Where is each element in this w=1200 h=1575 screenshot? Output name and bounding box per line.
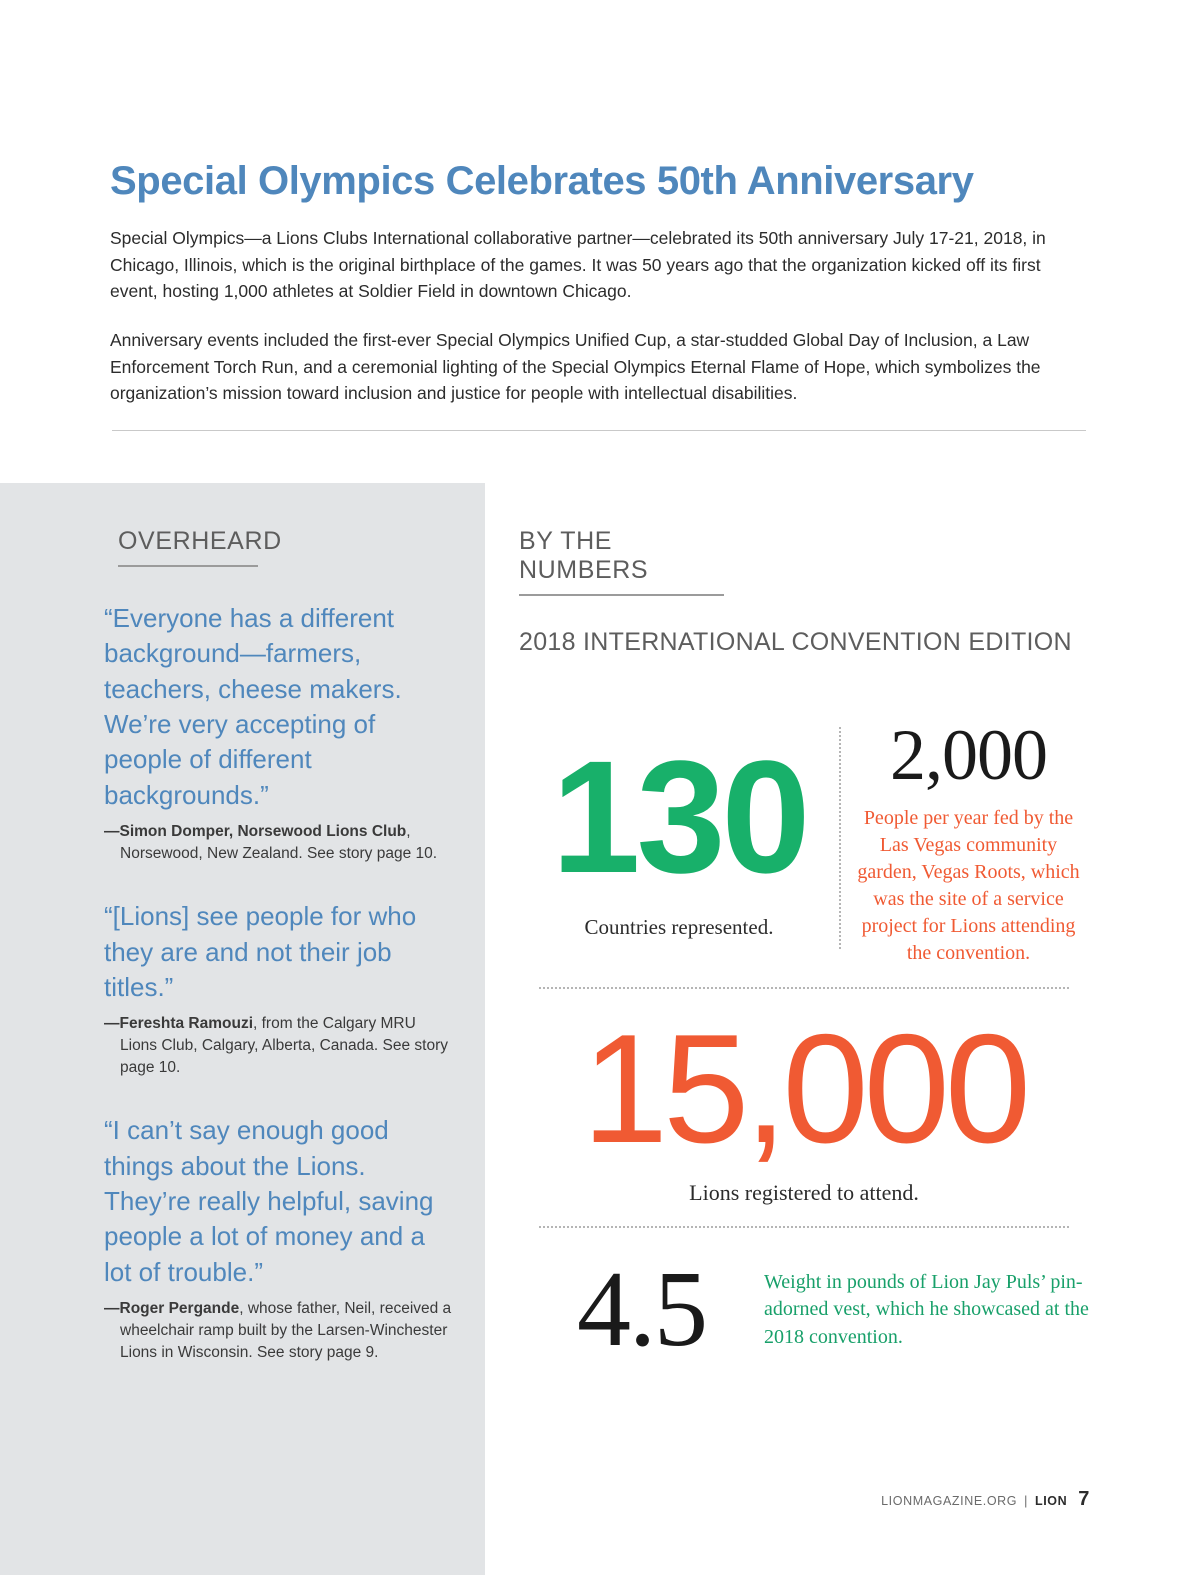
quote-attribution-rest: , from the Calgary MRU Lions Club, Calgary, Alberta, Canada. See story page 10. [120,1015,448,1077]
horizontal-divider [112,430,1086,431]
dotted-divider [539,1226,1069,1228]
quote-block [104,601,456,865]
page-number: 7 [1078,1488,1090,1510]
quote-attribution-rest: , Norsewood, New Zealand. See story page 10. [120,823,438,863]
stat-block-meals [842,715,1081,967]
footer-separator: | [1024,1494,1028,1508]
quote-block [104,1113,456,1364]
stat-caption: Countries represented. [584,915,774,939]
dotted-divider [539,987,1069,989]
quote-attribution-name: —Roger Pergande [104,1300,240,1318]
stat-block-registered [519,1002,1089,1206]
overheard-heading: OVERHEARD [118,527,258,567]
by-the-numbers-subheading: 2018 INTERNATIONAL CONVENTION EDITION [519,628,1072,656]
stat-caption: Weight in pounds of Lion Jay Puls’ pin-adorned vest, which he showcased at the 2018 convention. [764,1270,1089,1348]
quote-attribution-rest: , whose father, Neil, received a wheelchair ramp built by the Larsen-Winchester Lions in Wisconsin. See story page 9. [120,1300,452,1362]
quote-attribution-name: —Simon Domper, Norsewood Lions Club [104,823,407,841]
quote-list [104,601,456,1398]
stat-row [519,715,1089,967]
footer-site: LIONMAGAZINE.ORG [881,1494,1018,1508]
stat-value: 130 [551,727,807,906]
stat-block-vest-weight [519,1250,1089,1369]
stat-value: 15,000 [581,1002,1027,1175]
page-title: Special Olympics Celebrates 50th Anniversary [110,159,974,203]
stat-caption: Lions registered to attend. [689,1180,919,1205]
stat-value: 4.5 [577,1250,706,1369]
article-paragraph: Special Olympics—a Lions Clubs International collaborative partner—celebrated its 50th anniversary July 17-21, 2018, in Chicago, Illinois, which is the original birthplace of the games. It was 50 years ago that the organization kicked off its first event, hosting 1,000 athletes at Soldier Field in downtown Chicago. [110,228,1046,302]
stat-value: 2,000 [890,715,1047,795]
quote-attribution [104,1298,456,1364]
by-the-numbers-section [519,483,1089,1369]
stat-block-countries [519,719,839,940]
overheard-panel [0,483,485,1575]
article-section [110,160,1085,429]
footer-brand: LION [1035,1494,1068,1508]
quote-attribution-name: —Fereshta Ramouzi [104,1015,254,1033]
quote-attribution [104,1013,456,1079]
stat-caption: People per year fed by the Las Vegas community garden, Vegas Roots, which was the site of a service project for Lions attending the convention. [857,807,1080,964]
quote-text: “I can’t say enough good things about the Lions. They’re really helpful, saving people a lot of money and a lot of trouble.” [104,1115,434,1287]
quote-attribution [104,821,456,865]
quote-block [104,899,456,1079]
quote-text: “[Lions] see people for who they are and not their job titles.” [104,901,417,1002]
quote-text: “Everyone has a different background—farmers, teachers, cheese makers. We’re very accepting of people of different backgrounds.” [104,603,402,810]
article-paragraph: Anniversary events included the first-ever Special Olympics Unified Cup, a star-studded Global Day of Inclusion, a Law Enforcement Torch Run, and a ceremonial lighting of the Special Olympics Eternal Flame of Hope, which symbolizes the organization’s mission toward inclusion and justice for people with intellectual disabilities. [110,329,1041,404]
page-footer [881,1488,1090,1511]
by-the-numbers-heading: BY THE NUMBERS [519,527,724,596]
